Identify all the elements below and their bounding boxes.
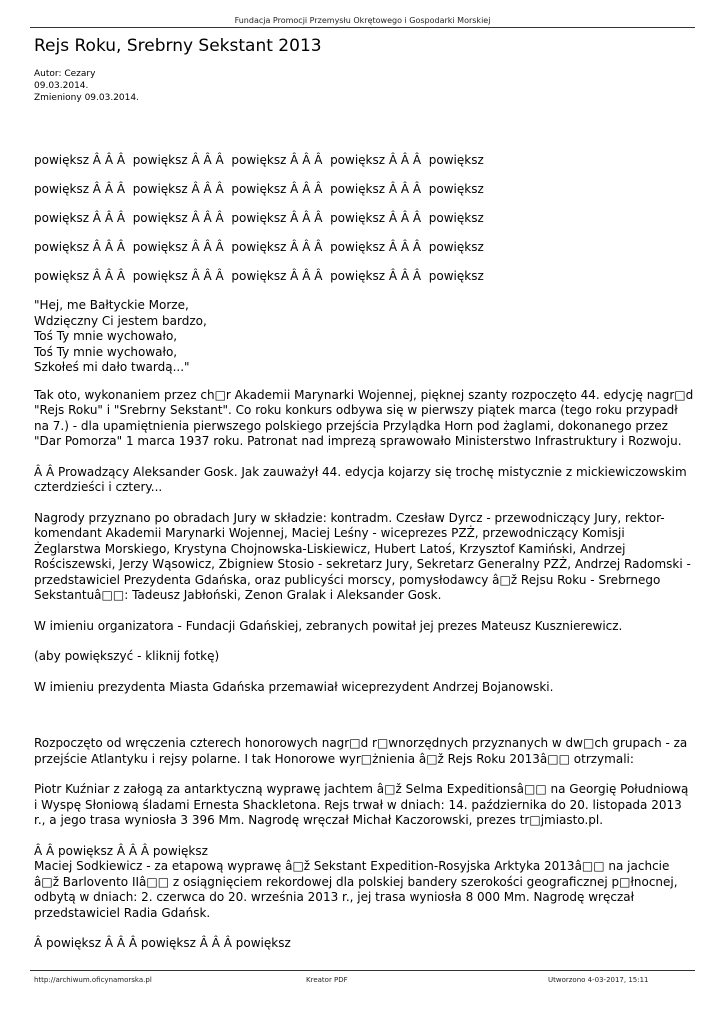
- verse-line: Wdzięczny Ci jestem bardzo,: [34, 313, 207, 328]
- author-line: Autor: Cezary: [34, 69, 96, 79]
- article-body: [34, 153, 694, 967]
- thumbnail-row[interactable]: powiększ Â Â Â powiększ Â Â Â powiększ Â Â Â powiększ Â Â Â powiększ: [34, 153, 484, 167]
- award-sodkiewicz-text: Maciej Sodkiewicz - za etapową wyprawę â□ž Sekstant Expedition-Rosyjska Arktyka 2013â□□ na jachcie â□ž Barlovento IIâ□□ z osiągnięciem rekordowej dla polskiej bandery szerokości geograficznej p□łnocnej, odbytą w dniach: 2. czerwca do 20. września 2013 r., jej trasa wyniosła 8 000 Mm. Nagrodę wręczał przedstawiciel Radia Gdańsk.: [34, 859, 678, 920]
- spacer: [34, 710, 694, 736]
- intro-paragraph: Tak oto, wykonaniem przez ch□r Akademii Marynarki Wojennej, pięknej szanty rozpoczęto 44. edycję nagr□d "Rejs Roku" i "Srebrny Sekstant". Co roku konkurs odbywa się w pierwszy piątek marca (tego roku przypadł na 7.) - dla upamiętnienia pierwszego polskiego przejścia Przylądka Horn pod żaglami, dokonanego przez "Dar Pomorza" 1 marca 1937 roku. Patronat nad imprezą sprawowało Ministerstwo Infrastruktury i Rozwoju.: [34, 387, 694, 448]
- thumbnail-row[interactable]: powiększ Â Â Â powiększ Â Â Â powiększ Â Â Â powiększ Â Â Â powiększ: [34, 182, 484, 196]
- host-paragraph: Â Â Prowadzący Aleksander Gosk. Jak zauważył 44. edycja kojarzy się trochę mistycznie z mickiewiczowskim czterdzieści i cztery...: [34, 464, 687, 494]
- article-title: Rejs Roku, Srebrny Sekstant 2013: [34, 36, 322, 56]
- verse-line: Toś Ty mnie wychowało,: [34, 329, 178, 343]
- thumbnail-row[interactable]: powiększ Â Â Â powiększ Â Â Â powiększ Â Â Â powiększ Â Â Â powiększ: [34, 211, 484, 225]
- awards-intro-paragraph: Rozpoczęto od wręczenia czterech honorowych nagr□d r□wnorzędnych przyznanych w dw□ch grupach - za przejście Atlantyku i rejsy polarne. I tak Honorowe wyr□żnienia â□ž Rejs Roku 2013â□□ otrzymali:: [34, 736, 688, 766]
- organizer-paragraph: W imieniu organizatora - Fundacji Gdańskiej, zebranych powitał jej prezes Mateusz Kusznierewicz.: [34, 618, 623, 633]
- jury-paragraph: Nagrody przyznano po obradach Jury w składzie: kontradm. Czesław Dyrcz - przewodniczący Jury, rektor-komendant Akademii Marynarki Wojennej, Maciej Leśny - wiceprezes PZŻ, przewodniczący Komisji Żeglarstwa Morskiego, Krystyna Chojnowska-Liskiewicz, Hubert Latoś, Krzysztof Kamiński, Andrzej Rościszewski, Jerzy Wąsowicz, Zbigniew Stosio - sekretarz Jury, Sekretarz Generalny PZŻ, Andrzej Radomski - przedstawiciel Prezydenta Gdańska, oraz publicyści morscy, pomysłodawcy â□ž Rejsu Roku - Srebrnego Sekstantuâ□□: Tadeusz Jabłoński, Zenon Gralak i Aleksander Gosk.: [34, 510, 691, 602]
- page-header: Fundacja Promocji Przemysłu Okrętowego i Gospodarki Morskiej: [234, 16, 491, 25]
- verse-line: Toś Ty mnie wychowało,: [34, 344, 178, 359]
- verse-line: "Hej, me Bałtyckie Morze,: [34, 298, 189, 312]
- footer-divider: [30, 970, 695, 971]
- thumbnail-links[interactable]: Â powiększ Â Â Â powiększ Â Â Â powiększ: [34, 936, 291, 950]
- thumbnail-row[interactable]: powiększ Â Â Â powiększ Â Â Â powiększ Â Â Â powiększ Â Â Â powiększ: [34, 240, 484, 254]
- vice-president-paragraph: W imieniu prezydenta Miasta Gdańska przemawiał wiceprezydent Andrzej Bojanowski.: [34, 679, 554, 694]
- footer-created: Utworzono 4-03-2017, 15:11: [548, 976, 649, 984]
- song-verse: [34, 298, 694, 376]
- enlarge-hint: (aby powiększyć - kliknij fotkę): [34, 649, 220, 663]
- modified-line: Zmieniony 09.03.2014.: [34, 93, 139, 103]
- award-sodkiewicz-paragraph: [34, 844, 694, 922]
- thumbnail-links[interactable]: Â Â powiększ Â Â Â powiększ: [34, 843, 208, 858]
- header-divider: [30, 27, 695, 28]
- date-line: 09.03.2014.: [34, 81, 89, 91]
- article-meta: [34, 68, 139, 104]
- thumbnail-row[interactable]: powiększ Â Â Â powiększ Â Â Â powiększ Â Â Â powiększ Â Â Â powiększ: [34, 269, 484, 283]
- award-kuzniar-paragraph: Piotr Kuźniar z załogą za antarktyczną wyprawę jachtem â□ž Selma Expeditionsâ□□ na Georgię Południową i Wyspę Słoniową śladami Ernesta Shackletona. Rejs trwał w dniach: 14. października do 20. listopada 2013 r., a jego trasa wyniosła 3 396 Mm. Nagrodę wręczał Michał Kaczorowski, prezes tr□jmiasto.pl.: [34, 782, 689, 827]
- footer-generator: Kreator PDF: [306, 976, 348, 984]
- verse-line: Szkołeś mi dało twardą...": [34, 360, 190, 374]
- footer-url[interactable]: http://archiwum.oficynamorska.pl: [34, 976, 152, 984]
